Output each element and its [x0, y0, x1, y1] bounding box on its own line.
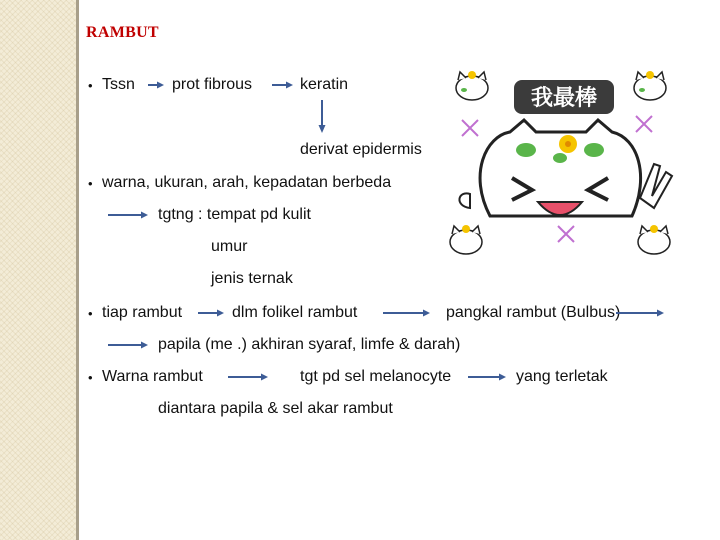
arrow-pangkal-right — [616, 310, 664, 317]
mini-cat-icon — [634, 71, 666, 100]
bullet-3: • — [88, 306, 93, 321]
arrow-papila — [108, 342, 148, 349]
row3-pangkal: pangkal rambut (Bulbus) — [446, 304, 621, 321]
row2-jenis-ternak: jenis ternak — [211, 270, 293, 287]
arrow-melanocyte-to-terletak — [468, 374, 506, 381]
arrow-tssn-to-prot — [148, 82, 164, 89]
big-cat-face — [459, 120, 672, 216]
row3-folikel: dlm folikel rambut — [232, 304, 358, 321]
arrow-folikel-to-pangkal — [383, 310, 430, 317]
row1-tssn: Tssn — [102, 76, 135, 93]
row4-warna-rambut: Warna rambut — [102, 368, 203, 385]
row4-diantara: diantara papila & sel akar rambut — [158, 400, 393, 417]
arrow-tiap-to-folikel — [198, 310, 224, 317]
row2-umur: umur — [211, 238, 248, 255]
row2-tgtng: tgtng : tempat pd kulit — [158, 206, 311, 223]
row1-keratin: keratin — [300, 76, 349, 93]
row3-tiap-rambut: tiap rambut — [102, 304, 183, 321]
slide-title: RAMBUT — [86, 24, 159, 41]
bullet-2: • — [88, 176, 93, 191]
arrow-prot-to-keratin — [272, 82, 293, 89]
row4-yang-terletak: yang terletak — [516, 368, 608, 385]
mini-cat-icon — [638, 225, 670, 254]
cat-sticker-image — [440, 66, 680, 262]
row1-prot-fibrous: prot fibrous — [172, 76, 253, 93]
caption-badge — [514, 80, 614, 114]
row3-papila: papila (me .) akhiran syaraf, limfe & darah) — [158, 336, 461, 353]
row2-characteristics: warna, ukuran, arah, kepadatan berbeda — [102, 174, 392, 191]
mini-cat-icon — [456, 71, 488, 100]
arrow-warna-to-tgt — [228, 374, 268, 381]
row4-melanocyte: tgt pd sel melanocyte — [300, 368, 452, 385]
sticker-caption: 我最棒 — [530, 86, 598, 111]
bullet-1: • — [88, 78, 93, 93]
arrow-tgtng — [108, 212, 148, 219]
mini-cat-icon — [450, 225, 482, 254]
arrow-keratin-down — [319, 100, 326, 133]
row1-derivat-epidermis: derivat epidermis — [300, 141, 422, 158]
bullet-4: • — [88, 370, 93, 385]
